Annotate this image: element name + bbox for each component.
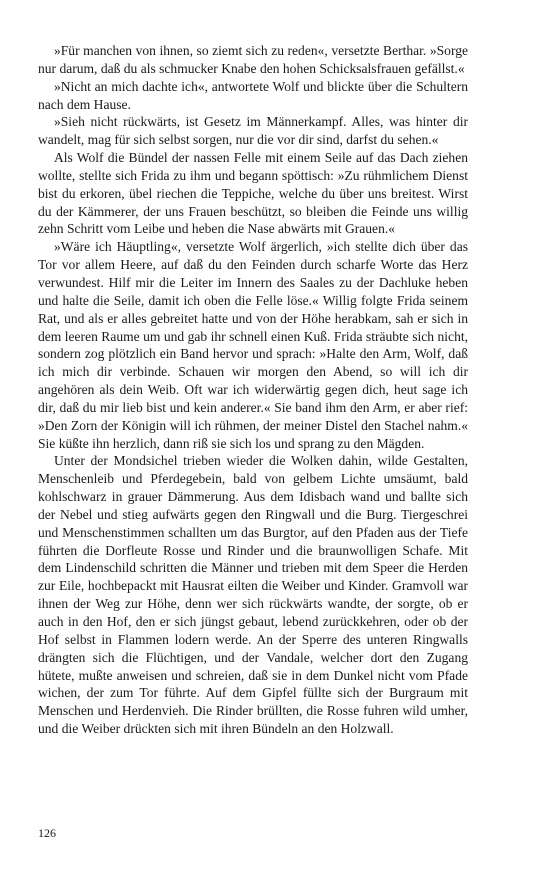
paragraph: »Nicht an mich dachte ich«, antwortete Wolf und blickte über die Schultern nach dem Hause. <box>38 78 468 112</box>
paragraph: »Für manchen von ihnen, so ziemt sich zu reden«, versetzte Berthar. »Sorge nur darum, daß du als schmucker Knabe den hohen Schicksalsfrauen gefällst.« <box>38 43 468 76</box>
page-body <box>38 42 468 738</box>
page-number: 126 <box>38 826 56 840</box>
paragraph: Unter der Mondsichel trieben wieder die Wolken dahin, wilde Gestalten, Menschenleib und Pferdegebein, bald von gelbem Lichte umsäumt, bald kohlschwarz in grauer Dämmerung. Aus dem Idisbach wand und ballte sich der Nebel und stieg aufwärts gegen den Ringwall und die Burg. Tiergeschrei und Menschenstimmen schallten um das Burgtor, auf den Pfaden aus der Tiefe führten die Dorfleute Rosse und Rinder und die braunwolligen Schafe. Mit dem Lindenschild schritten die Männer und trieben mit dem Speer die Herden zur Eile, hochbepackt mit Hausrat eilten die Weiber und Kinder. Gramvoll war ihnen der Weg zur Höhe, denn wer sich rückwärts wandte, der sorgte, ob er auch in den Hof, den er sich jüngst gebaut, lebend zurückkehren, oder ob der Hof selbst in Flammen lodern werde. An der Sperre des unteren Ringwalls drängten sich die Flüchtigen, und der Vandale, welcher dort den Zugang hütete, mußte anweisen und schreien, daß sie in dem Dunkel nicht vom Pfade wichen, der zum Tor führte. Auf dem Gipfel füllte sich der Burgraum mit Menschen und Herdenvieh. Die Rinder brüllten, die Rosse fuhren wild umher, und die Weiber drückten sich mit ihren Bündeln an den Holzwall. <box>38 453 468 737</box>
paragraph: »Wäre ich Häuptling«, versetzte Wolf ärgerlich, »ich stellte dich über das Tor vor allem Heere, auf daß du den Feinden durch scharfe Worte das Herz verwundest. Hilf mir die Leiter im Innern des Saales zu der Dachluke heben und halte die Seile, damit ich oben die Felle löse.« Willig folgte Frida seinem Rat, und als er alles gebreitet hatte und von der Höhe herabkam, sah er sich in dem leeren Raume um und gab ihr schnell einen Kuß. Frida sträubte sich nicht, sondern zog plötzlich ein Band hervor und sprach: »Halte den Arm, Wolf, daß ich mich dir verbinde. Schauen wir morgen den Abend, so will ich dir angehören als dein Weib. Oft war ich widerwärtig gegen dich, heut sage ich dir, daß du mir lieb bist und kein anderer.« Sie band ihm den Arm, er aber rief: »Den Zorn der Königin will ich rühmen, der meiner Distel den Stachel nahm.« Sie küßte ihn herzlich, dann riß sie sich los und sprang zu den Mägden. <box>38 239 468 451</box>
paragraph: Als Wolf die Bündel der nassen Felle mit einem Seile auf das Dach ziehen wollte, stellte sich Frida zu ihm und begann spöttisch: »Zu rühmlichem Dienst bist du erkoren, übel riechen die Teppiche, welche du über uns breitest. Wirst du der Kämmerer, der uns Frauen beschützt, so bleiben die Feinde uns willig zehn Schritt vom Leibe und heben die Nase abwärts mit Grauen.« <box>38 150 468 237</box>
paragraph: »Sieh nicht rückwärts, ist Gesetz im Männerkampf. Alles, was hinter dir wandelt, mag für sich selbst sorgen, nur die vor dir sind, darfst du sehen.« <box>38 114 468 148</box>
